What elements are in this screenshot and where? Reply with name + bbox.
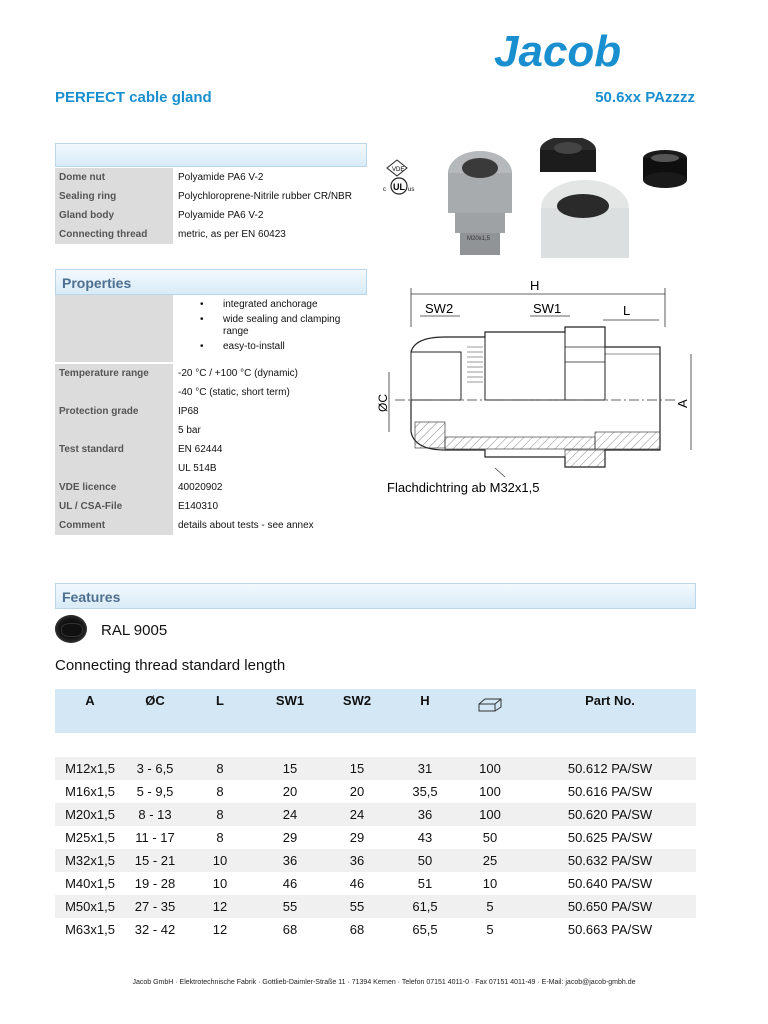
table-cell: 31 [417,761,433,776]
white-gland-icon [541,180,629,258]
table-cell: M25x1,5 [65,830,115,845]
column-header: H [420,693,430,708]
material-row [55,187,367,206]
table-cell: 24 [282,807,298,822]
property-label: VDE licence [55,478,173,497]
table-cell: 46 [349,876,365,891]
column-header: SW1 [275,693,305,708]
table-cell: 50.612 PA/SW [567,761,653,776]
section-subtitle: Connecting thread standard length [55,657,286,674]
table-row [55,826,696,849]
table-row [55,872,696,895]
property-value: -40 °C (static, short term) [178,387,290,398]
property-label: Temperature range [55,364,173,383]
table-cell: 50.650 PA/SW [567,899,653,914]
property-bullet: • easy-to-install [173,341,367,353]
property-value: E140310 [178,501,219,512]
material-label: Gland body [55,206,173,225]
materials-table [55,168,367,244]
property-row [55,364,367,383]
table-cell: 15 [282,761,298,776]
seal-ring-icon [643,150,687,188]
table-row [55,849,696,872]
material-label: Connecting thread [55,225,173,244]
table-cell: 50.632 PA/SW [567,853,653,868]
data-table-header [55,689,696,733]
drawing-note: Flachdichtring ab M32x1,5 [387,480,540,495]
table-cell: 100 [479,784,501,799]
table-cell: 50.616 PA/SW [567,784,653,799]
column-header: SW2 [342,693,372,708]
table-cell: 27 - 35 [134,899,176,914]
property-row [55,516,367,535]
property-value: details about tests - see annex [178,520,314,531]
dim-a-label: A [675,399,690,408]
product-photo [375,138,695,266]
ral-label: RAL 9005 [101,622,168,639]
page-title: PERFECT cable gland [55,89,212,106]
material-value: Polychloroprene-Nitrile rubber CR/NBR [178,191,352,202]
table-cell: 15 [349,761,365,776]
material-row [55,168,367,187]
table-cell: 25 [482,853,498,868]
ral-color-swatch [55,615,87,643]
dim-h-label: H [530,278,540,293]
table-cell: M50x1,5 [65,899,115,914]
property-value: 5 bar [178,425,201,436]
properties-bullets [173,296,367,356]
vde-mark-icon [387,160,407,176]
dim-c-label: ØC [376,394,390,412]
table-cell: 46 [282,876,298,891]
ul-mark-suffix: us [408,187,415,193]
property-row [55,478,367,497]
vde-mark-label: VDE [392,167,405,173]
table-cell: M16x1,5 [65,784,115,799]
table-cell: 19 - 28 [134,876,176,891]
table-cell: 100 [479,807,501,822]
table-cell: 100 [479,761,501,776]
dim-sw1-label: SW1 [533,301,562,316]
table-cell: M12x1,5 [65,761,115,776]
product-code: 50.6xx PAzzzz [595,89,695,106]
table-cell: 29 [349,830,365,845]
table-cell: 50 [482,830,498,845]
property-label: Protection grade [55,402,173,421]
table-cell: 55 [349,899,365,914]
package-quantity-icon [455,693,525,715]
table-cell: 11 - 17 [135,830,175,845]
table-cell: M32x1,5 [65,853,115,868]
property-row [55,440,367,459]
dim-sw2-label: SW2 [425,301,454,316]
table-cell: 12 [212,922,228,937]
property-bullet: • wide sealing and clamping range [173,314,367,338]
table-cell: 50.620 PA/SW [567,807,653,822]
table-cell: 43 [417,830,433,845]
table-cell: 8 [216,830,224,845]
property-row [55,497,367,516]
table-cell: 32 - 42 [134,922,176,937]
table-cell: 24 [349,807,365,822]
material-row [55,206,367,225]
features-heading: Features [62,589,121,605]
property-row [55,459,367,478]
table-cell: 68 [282,922,298,937]
material-value: metric, as per EN 60423 [178,229,286,240]
property-row [55,402,367,421]
svg-text:UL: UL [393,182,405,192]
dim-l-label: L [623,303,631,318]
table-cell: M20x1,5 [65,807,115,822]
black-gland-icon [540,138,596,172]
table-cell: 50.625 PA/SW [567,830,653,845]
table-cell: M40x1,5 [65,876,115,891]
column-header: Part No. [585,693,635,708]
column-header: ØC [145,693,165,708]
property-label: Comment [55,516,173,535]
table-cell: 12 [212,899,228,914]
table-cell: 10 [212,876,228,891]
property-row [55,421,367,440]
table-cell: 8 [216,807,224,822]
logo-text: Jacob [494,28,622,74]
technical-drawing [375,272,695,504]
table-cell: 15 - 21 [134,853,176,868]
bullets-label-cell [55,295,173,362]
table-row [55,803,696,826]
property-label [55,383,173,402]
table-cell: 8 [216,761,224,776]
properties-table [55,364,367,535]
property-label [55,459,173,478]
property-value: 40020902 [178,482,223,493]
property-value: UL 514B [178,463,217,474]
table-cell: 8 - 13 [138,807,172,822]
material-label: Dome nut [55,168,173,187]
ul-mark-icon [383,178,414,194]
table-cell: 20 [282,784,298,799]
jacob-logo [494,28,694,74]
material-label: Sealing ring [55,187,173,206]
property-row [55,383,367,402]
property-label [55,421,173,440]
property-label: UL / CSA-File [55,497,173,516]
table-row [55,895,696,918]
table-cell: 10 [212,853,228,868]
table-cell: M63x1,5 [65,922,115,937]
table-cell: 68 [349,922,365,937]
table-cell: 36 [282,853,298,868]
table-cell: 20 [349,784,365,799]
svg-text:c: c [383,187,386,193]
table-cell: 8 [216,784,224,799]
table-cell: 35,5 [412,784,438,799]
property-label: Test standard [55,440,173,459]
grey-gland-icon [448,151,512,255]
table-cell: 51 [417,876,433,891]
table-cell: 10 [482,876,498,891]
table-cell: 29 [282,830,298,845]
property-value: -20 °C / +100 °C (dynamic) [178,368,298,379]
properties-heading: Properties [62,275,132,291]
table-cell: 5 - 9,5 [136,784,174,799]
properties-header [55,269,367,295]
property-value: EN 62444 [178,444,223,455]
table-cell: 50 [417,853,433,868]
property-bullet: • integrated anchorage [173,299,367,311]
material-value: Polyamide PA6 V-2 [178,172,264,183]
table-row [55,918,696,941]
materials-header-bar [55,143,367,167]
table-cell: 36 [349,853,365,868]
material-row [55,225,367,244]
table-cell: 50.663 PA/SW [567,922,653,937]
table-cell: 3 - 6,5 [136,761,174,776]
features-header [55,583,696,609]
property-value: IP68 [178,406,199,417]
table-row [55,757,696,780]
column-header: L [216,693,224,708]
material-value: Polyamide PA6 V-2 [178,210,264,221]
table-cell: 61,5 [412,899,438,914]
column-header: A [85,693,95,708]
table-cell: 36 [417,807,433,822]
gland-marking: M20x1,5 [467,236,491,242]
table-cell: 55 [282,899,298,914]
table-cell: 50.640 PA/SW [567,876,653,891]
table-cell: 65,5 [412,922,438,937]
table-cell: 5 [486,899,494,914]
table-cell: 5 [486,922,494,937]
table-row [55,780,696,803]
footer: Jacob GmbH · Elektrotechnische Fabrik · Gottlieb-Daimler-Straße 11 · 71394 Kernen · Telefon 07151 4011-0 · Fax 07151 4011-49 · E-Mail: jacob@jacob-gmbh.de [132,979,636,986]
